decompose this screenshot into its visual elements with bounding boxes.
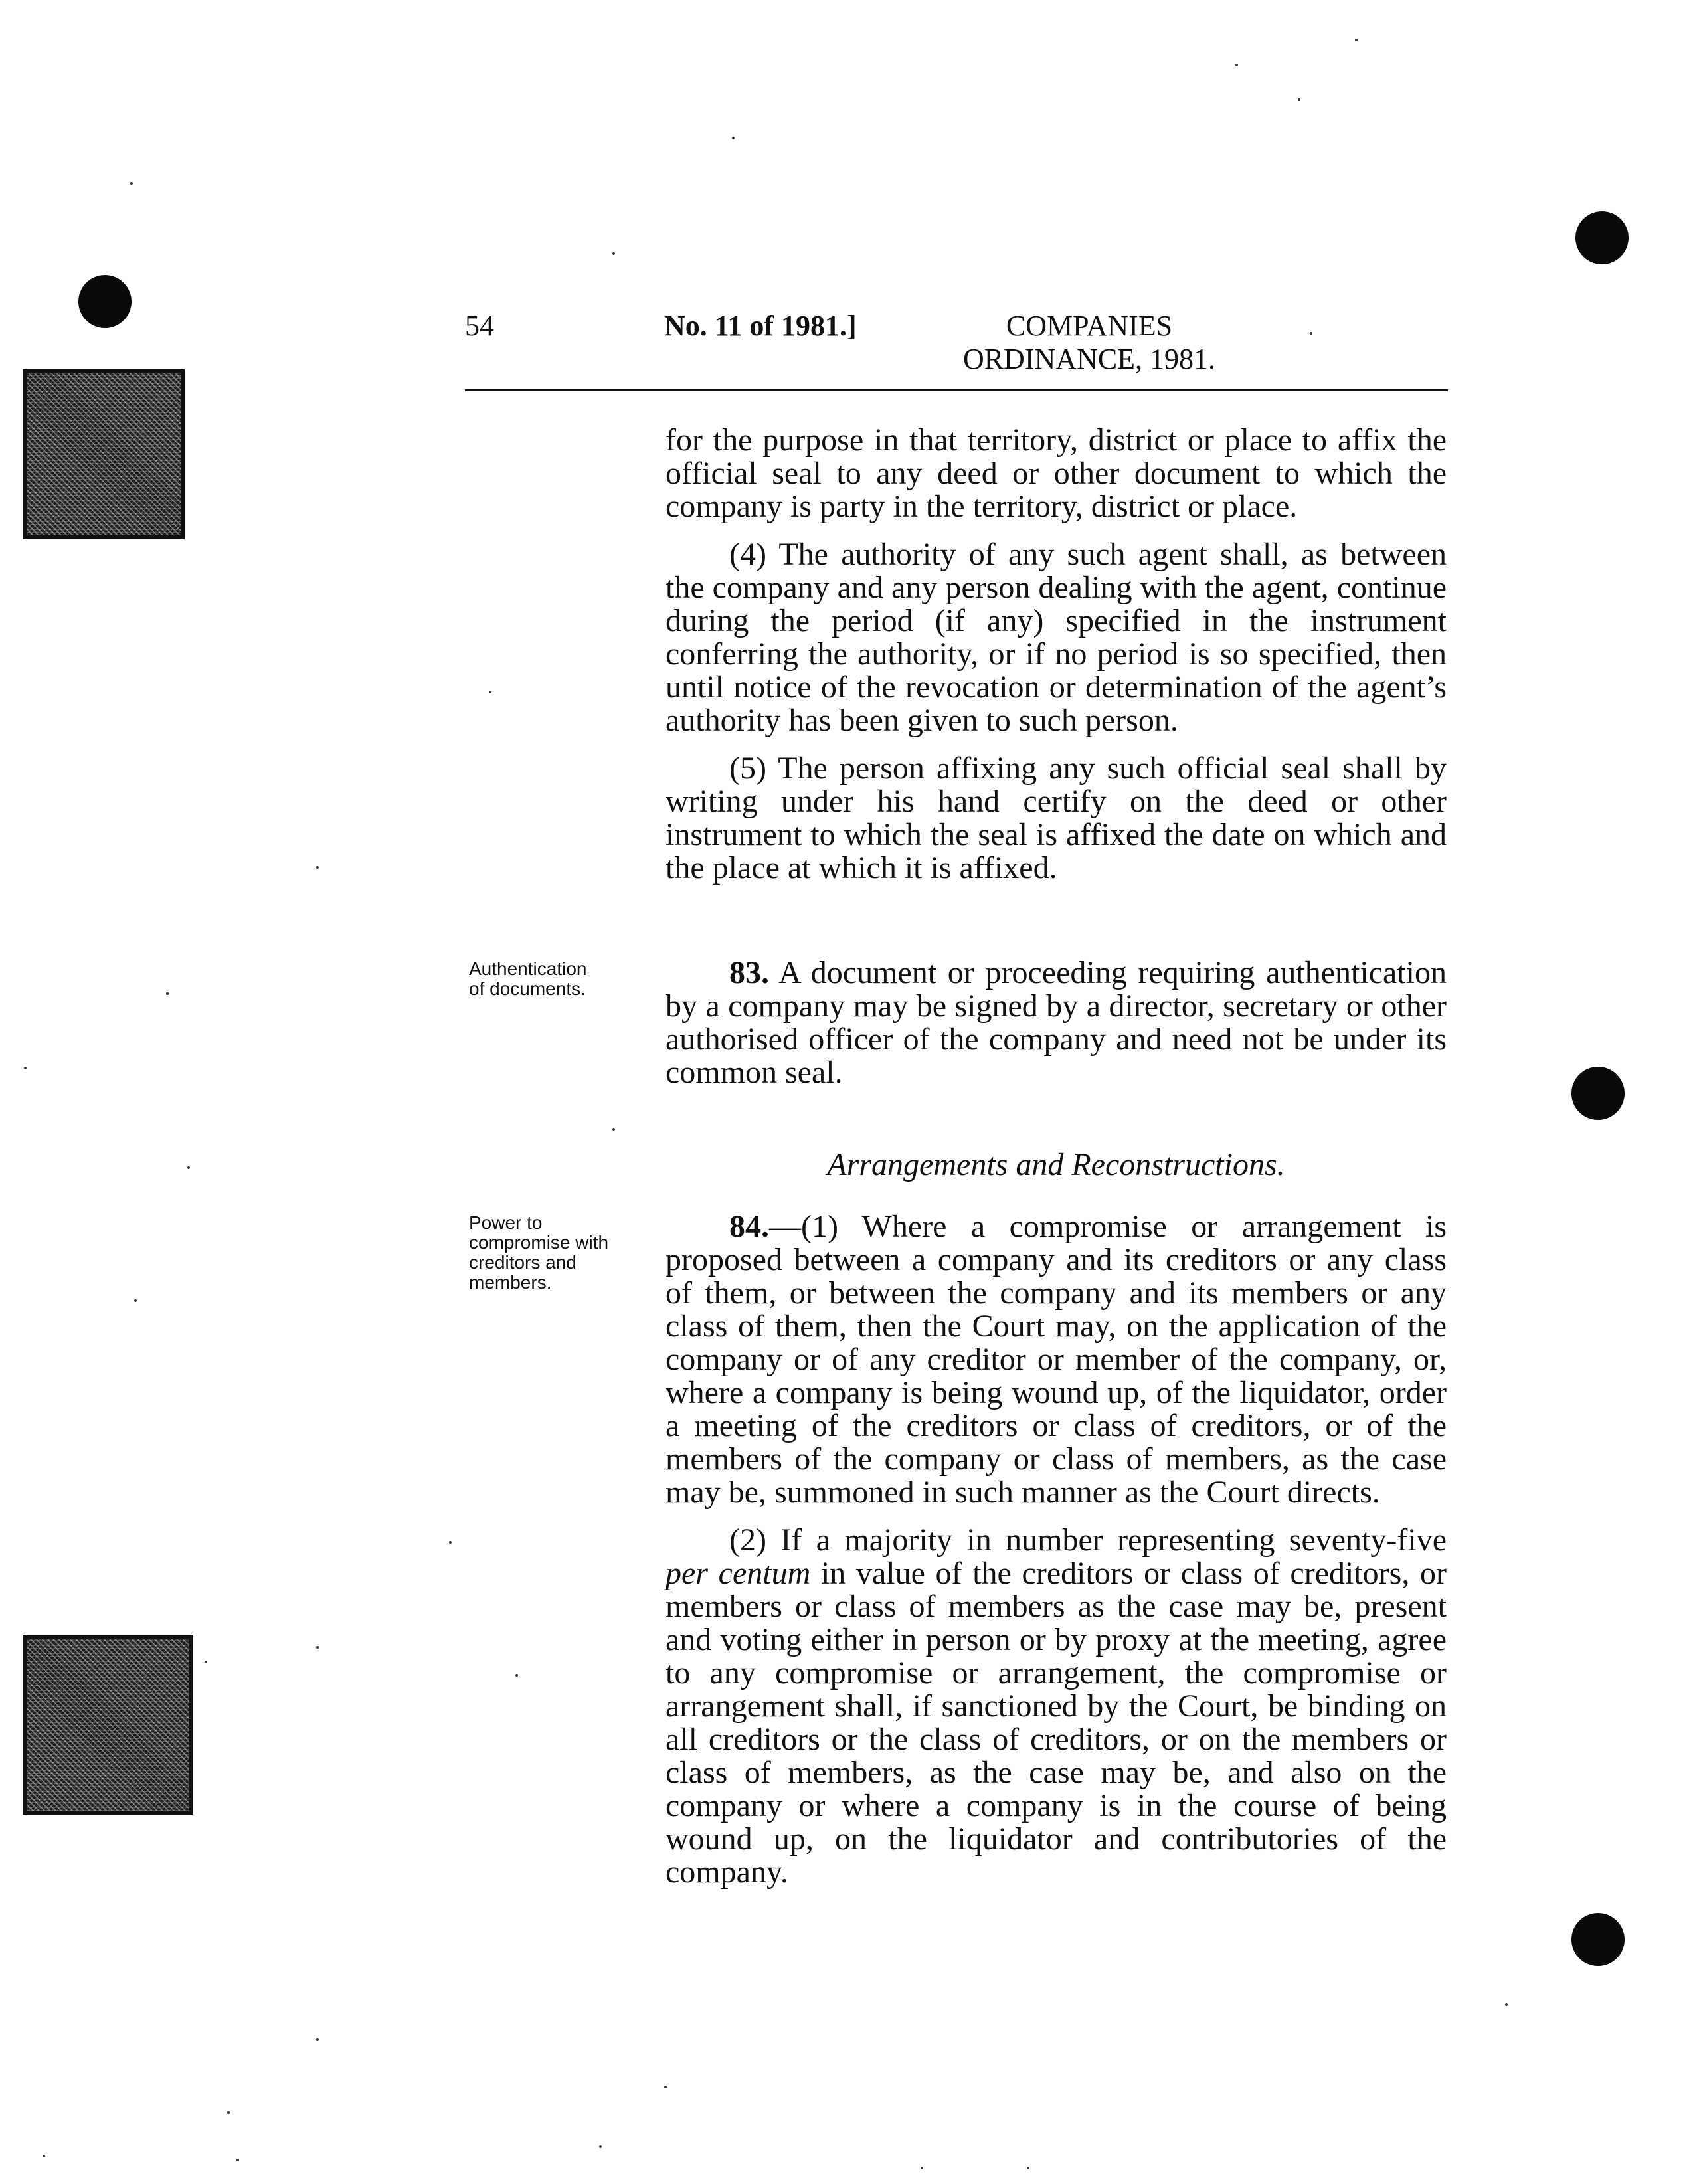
scan-speck	[130, 182, 133, 185]
punch-hole-top-left	[78, 275, 132, 328]
scan-speck	[205, 1661, 207, 1663]
scan-speck	[1298, 98, 1300, 101]
scan-speck	[134, 1299, 137, 1302]
scan-speck	[921, 2167, 923, 2169]
marginal-note-84	[469, 1213, 648, 1293]
section-number-83: 83.	[729, 955, 769, 990]
scan-noise-box-top	[23, 369, 185, 539]
text-block-continuation	[666, 424, 1447, 885]
section-84-sub-2-italic: per centum	[666, 1556, 811, 1591]
marginal-note-84-line-1: Power to	[469, 1212, 543, 1233]
section-84-sub-2-before: (2) If a majority in number representing seventy-five	[729, 1522, 1447, 1558]
running-header	[465, 310, 1448, 389]
part-heading: Arrangements and Reconstructions.	[827, 1147, 1285, 1182]
act-reference: No. 11 of 1981.]	[664, 310, 857, 342]
section-84-sub-2	[666, 1524, 1447, 1889]
section-84	[666, 1210, 1447, 1889]
punch-hole-middle-right	[1571, 1067, 1625, 1120]
punch-hole-bottom-right	[1571, 1913, 1625, 1966]
scan-speck	[24, 1067, 27, 1069]
marginal-note-84-line-2: compromise with	[469, 1232, 609, 1253]
scan-speck	[43, 2155, 45, 2157]
scan-speck	[1235, 64, 1238, 66]
scan-speck	[612, 252, 615, 255]
scan-speck	[316, 866, 319, 869]
marginal-note-83-line-2: of documents.	[469, 978, 586, 999]
scan-speck	[664, 2086, 667, 2088]
header-rule	[465, 389, 1448, 391]
marginal-note-83-line-1: Authentication	[469, 958, 587, 979]
scan-speck	[1027, 2167, 1029, 2169]
scan-speck	[166, 992, 169, 995]
act-title-line-1: COMPANIES	[1006, 310, 1173, 342]
scan-speck	[1505, 2003, 1508, 2006]
section-83-text	[666, 956, 1447, 1089]
marginal-note-84-line-4: members.	[469, 1272, 552, 1293]
section-83-body: A document or proceeding requiring authentication by a company may be signed by a director, secretary or other authorised officer of the company and need not be under its common seal.	[666, 955, 1447, 1090]
section-83	[666, 956, 1447, 1089]
section-number-84: 84.	[729, 1209, 769, 1244]
page-number: 54	[465, 310, 494, 342]
act-title-line-2: ORDINANCE, 1981.	[962, 343, 1216, 375]
scan-speck	[489, 691, 491, 693]
scan-speck	[599, 2145, 602, 2148]
act-title	[923, 310, 1255, 376]
scan-speck	[515, 1674, 518, 1677]
scan-speck	[449, 1541, 452, 1544]
scan-speck	[187, 1166, 190, 1169]
marginal-note-84-line-3: creditors and	[469, 1252, 577, 1273]
paragraph-sub-5: (5) The person affixing any such official seal shall by writing under his hand certify on the deed or other instrument to which the seal is affixed the date on which and the place at which it is affixed.	[666, 751, 1447, 885]
section-84-sub-1	[666, 1210, 1447, 1509]
paragraph-sub-4: (4) The authority of any such agent shall, as between the company and any person dealing with the agent, continue during the period (if any) specified in the instrument conferring the authority, or if no period is so specified, then until notice of the revocation or determination of the agent’s authority has been given to such person.	[666, 537, 1447, 738]
scan-speck	[612, 1128, 615, 1131]
scan-noise-box-bottom	[23, 1635, 193, 1815]
section-84-sub-2-after: in value of the creditors or class of creditors, or members or class of members as the case may be, present and voting either in person or by proxy at the meeting, agree to any compromise or arrangement, the compromise or arrangement shall, if sanctioned by the Court, be binding on all creditors or the class of creditors, or on the members or class of members, as the case may be, and also on the company or where a company is in the course of being wound up, on the liquidator and contributories of the company.	[666, 1556, 1447, 1890]
scan-speck	[316, 1646, 319, 1649]
marginal-note-83	[469, 959, 648, 999]
punch-hole-top-right	[1575, 211, 1629, 264]
scan-speck	[227, 2111, 230, 2114]
scan-speck	[732, 137, 735, 139]
scan-speck	[316, 2038, 319, 2041]
section-84-sub-1-body: —(1) Where a compromise or arrangement is proposed between a company and its creditors or any class of them, or between the company and its members or any class of them, then the Court may, on the application of the company or of any creditor or member of the company, or, where a company is being wound up, of the liquidator, order a meeting of the creditors or class of creditors, or of the members of the company or class of members, as the case may be, summoned in such manner as the Court directs.	[666, 1209, 1447, 1510]
scan-speck	[1355, 39, 1358, 41]
paragraph-continuation: for the purpose in that territory, district or place to affix the official seal to any deed or other document to which the company is party in the territory, district or place.	[666, 422, 1447, 524]
scan-speck	[236, 2159, 239, 2161]
